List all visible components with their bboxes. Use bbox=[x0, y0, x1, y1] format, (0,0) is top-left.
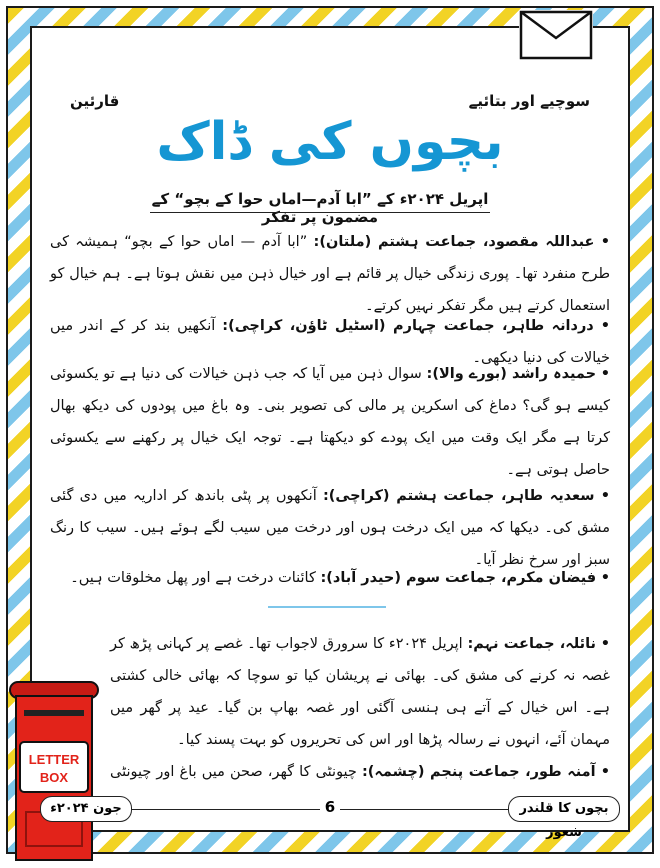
section-divider bbox=[268, 606, 386, 608]
letter-entry bbox=[50, 226, 610, 322]
letter-entry bbox=[110, 628, 610, 756]
bullet: • bbox=[600, 636, 610, 652]
letter-text: ”ابا آدم — اماں حوا کے بچو“ ہمیشہ کی طرح منفرد تھا۔ پوری زندگی خیال پر قائم ہے اور خیال ذہن میں نقش ہوتا ہے۔ ہم خیال کو استعمال کرتے ہیں مگر تفکر نہیں کرتے۔ bbox=[50, 234, 610, 314]
letter-text: کائنات درخت ہے اور پھل مخلوقات ہیں۔ bbox=[70, 570, 316, 586]
footer-magazine-name: بچوں کا قلندر شعور bbox=[508, 796, 620, 822]
letter-entry bbox=[50, 562, 610, 594]
bullet: • bbox=[600, 488, 611, 504]
writer-name: نائلہ، جماعت نہم: bbox=[467, 636, 596, 652]
page-footer bbox=[40, 796, 620, 840]
page-number: 6 bbox=[320, 798, 340, 816]
writer-name: حمیدہ راشد (بورے والا): bbox=[426, 366, 597, 382]
letter-text: اپریل ۲۰۲۴ء کا سرورق لاجواب تھا۔ غصے پر کہانی پڑھ کر غصہ نہ کرنے کی مشق کی۔ بھائی نے پریشان کیا تو سوچا کہ بھائی خالی کشتی ہے۔ اس خیال کے آتے ہی ہنسی آگئی اور غصہ بھاپ بن گیا۔ عید پر گھر میں مہمان آئے، انہوں نے رسالہ پڑھا اور اس کی تحریروں کو بہت پسند کیا۔ bbox=[110, 636, 610, 748]
letter-entry bbox=[110, 756, 610, 788]
letter-box-illustration bbox=[6, 676, 102, 868]
writer-name: عبداللہ مقصود، جماعت ہشتم (ملتان): bbox=[313, 234, 595, 250]
topic-heading: اپریل ۲۰۲۴ء کے ”ابا آدم—اماں حوا کے بچو“ کے مضمون پر تفکر bbox=[151, 190, 489, 226]
section-label-think-and-tell: سوچیے اور بتائیے bbox=[468, 92, 590, 110]
envelope-icon bbox=[519, 10, 593, 60]
letter-entry bbox=[50, 358, 610, 486]
page-title: بچوں کی ڈاک bbox=[156, 112, 504, 172]
letter-text: چیونٹی کا گھر، صحن میں باغ اور چیونٹی bbox=[110, 764, 357, 780]
letter-text: آنکھیں بند کر کے اندر میں خیالات کی دنیا دیکھی۔ bbox=[50, 318, 610, 366]
letter-text: سوال ذہن میں آیا کہ جب ذہن خیالات کی دنیا ہے تو یکسوئی کیسے ہو گی؟ دماغ کی اسکرین پر مالی کی تصویر بنی۔ وہ باغ میں پودوں کی دیکھ بھال کرتا ہے مگر ایک وقت میں ایک پودے کو دیکھتا ہے۔ توجہ ایک خیال پر رکھنے سے یکسوئی حاصل ہوتی ہے۔ bbox=[50, 366, 610, 478]
writer-name: سعدیہ طاہر، جماعت ہشتم (کراچی): bbox=[322, 488, 595, 504]
letter-text: آنکھوں پر پٹی باندھ کر اداریہ میں دی گئی مشق کی۔ دیکھا کہ میں ایک درخت ہوں اور درخت میں سیب لگے ہوئے ہیں۔ سیب کا رنگ سبز اور سرخ نظر آیا۔ bbox=[50, 488, 610, 568]
writer-name: آمنہ طور، جماعت پنجم (چشمہ): bbox=[362, 764, 596, 780]
bullet: • bbox=[600, 366, 611, 382]
bullet: • bbox=[600, 234, 610, 250]
letter-box-text-line1: LETTER bbox=[28, 752, 80, 767]
bullet: • bbox=[600, 764, 610, 780]
topic-underline bbox=[150, 212, 490, 213]
writer-name: فیضان مکرم، جماعت سوم (حیدر آباد): bbox=[320, 570, 597, 586]
section-label-readers: قارئین bbox=[70, 92, 120, 110]
bullet: • bbox=[600, 570, 610, 586]
writer-name: دردانہ طاہر، جماعت چہارم (اسٹیل ٹاؤن، کراچی): bbox=[222, 318, 594, 334]
letter-box-text-line2: BOX bbox=[39, 770, 69, 785]
footer-issue-date: جون ۲۰۲۴ء bbox=[40, 796, 132, 822]
bullet: • bbox=[600, 318, 611, 334]
